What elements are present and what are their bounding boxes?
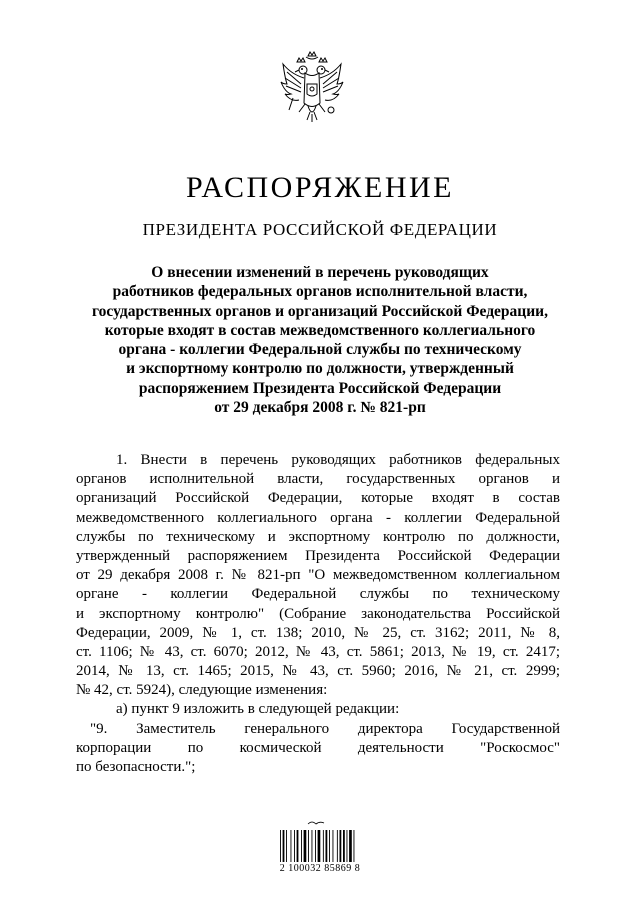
title-line: от 29 декабря 2008 г. № 821-рп xyxy=(214,399,426,417)
quote-line: по безопасности."; xyxy=(76,759,196,775)
body-line: Федерации, 2009, № 1, ст. 138; 2010, № 25, ст. 3162; 2011, № 8, xyxy=(76,624,560,641)
body-line: № 42, ст. 5924), следующие изменения: xyxy=(76,682,328,699)
body-line: органе - коллегии Федеральной службы по техническому xyxy=(76,586,560,603)
document-body xyxy=(76,451,560,777)
title-line: которые входят в состав межведомственного коллегиального xyxy=(104,321,536,339)
body-line: от 29 декабря 2008 г. № 821-рп "О межведомственном коллегиальном xyxy=(76,567,560,584)
body-line: 1. Внести в перечень руководящих работников федеральных xyxy=(116,452,560,468)
title-line: и экспортному контролю по должности, утвержденный xyxy=(126,360,514,378)
body-line: ст. 1106; № 43, ст. 6070; 2012, № 43, ст. 5861; 2013, № 19, ст. 2417; xyxy=(76,643,560,660)
title-line: органа - коллегии Федеральной службы по техническому xyxy=(118,341,522,359)
quote-line: "9. Заместитель генерального директора Государственной xyxy=(90,720,560,737)
title-line: государственных органов и организаций Российской Федерации, xyxy=(92,302,548,320)
body-line: службы по техническому и экспортному контролю по должности, xyxy=(76,528,560,545)
title-line: распоряжением Президента Российской Федерации xyxy=(138,379,502,397)
quote-line: корпорации по космической деятельности "Роскосмос" xyxy=(76,739,560,756)
body-line: межведомственного коллегиального органа - коллегии Федеральной xyxy=(76,509,560,526)
body-line: утвержденный распоряжением Президента Российской Федерации xyxy=(76,547,560,564)
body-line: и экспортному контролю" (Собрание законодательства Российской xyxy=(76,605,560,622)
issuer-heading: ПРЕЗИДЕНТА РОССИЙСКОЙ ФЕДЕРАЦИИ xyxy=(142,220,498,239)
russian-coat-of-arms-icon xyxy=(277,48,347,134)
document-type-heading: РАСПОРЯЖЕНИЕ xyxy=(185,171,455,204)
title-line: О внесении изменений в перечень руководящих xyxy=(151,264,489,281)
body-line: организаций Российской Федерации, которые входят в состав xyxy=(76,490,560,507)
body-line: 2014, № 13, ст. 1465; 2015, № 43, ст. 5960; 2016, № 21, ст. 2999; xyxy=(76,663,560,680)
barcode-number: 2 100032 85869 8 xyxy=(279,863,361,874)
title-line: работников федеральных органов исполнительной власти, xyxy=(112,283,528,301)
document-title xyxy=(72,263,568,417)
subitem-a: а) пункт 9 изложить в следующей редакции: xyxy=(116,701,400,718)
body-line: органов исполнительной власти, государственных органов и xyxy=(76,471,560,488)
